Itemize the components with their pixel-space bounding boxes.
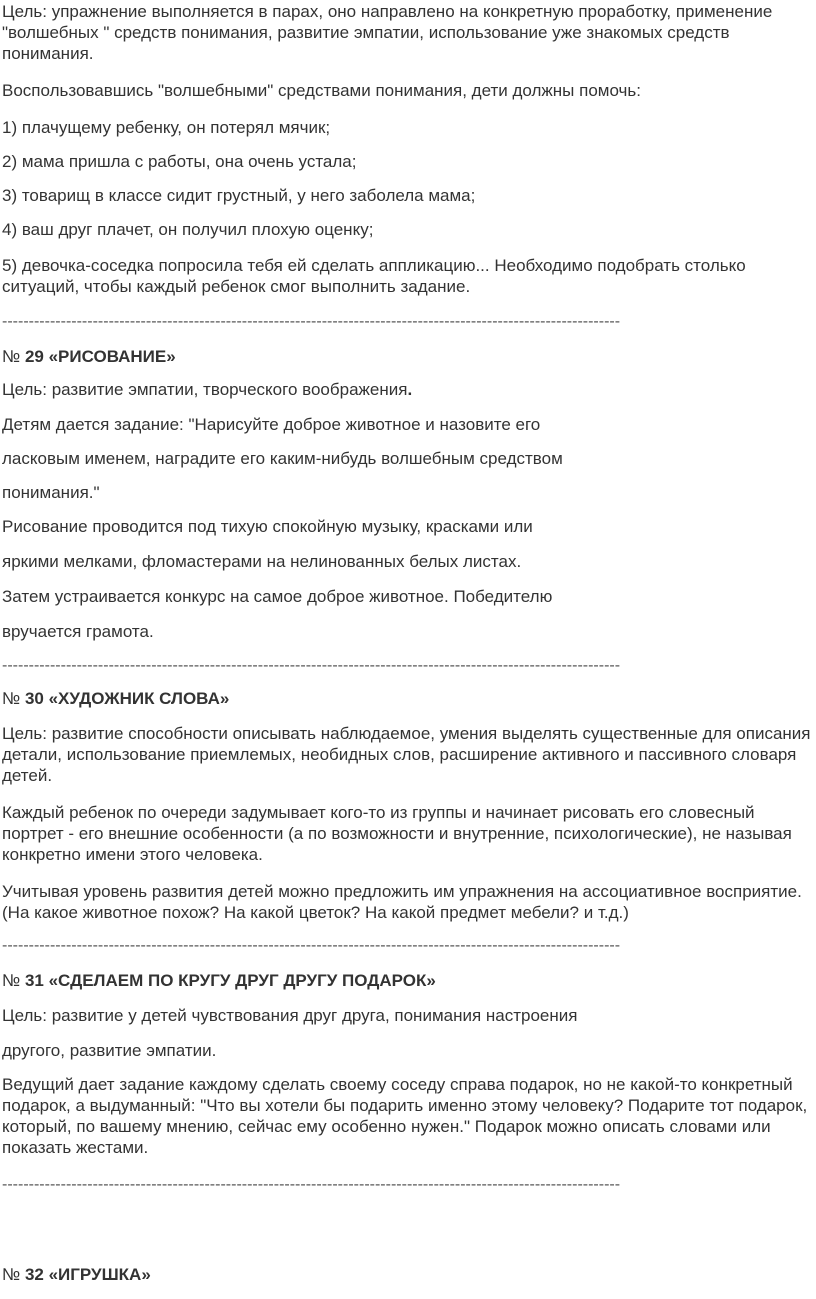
exercise-31-title: 31 «СДЕЛАЕМ ПО КРУГУ ДРУГ ДРУГУ ПОДАРОК» <box>24 971 436 990</box>
separator-3: -------------------------------------------------------------------------------------------------------------------- <box>2 937 621 954</box>
intro-goal-paragraph: Цель: упражнение выполняется в парах, оно направлено на конкретную проработку, применение "волшебных " средств понимания, развитие эмпатии, использование уже знакомых средств понимания. <box>2 2 773 63</box>
exercise-30-paragraph-2: Каждый ребенок по очереди задумывает кого-то из группы и начинает рисовать его словесный портрет - его внешние особенности (а по возможности и внутренние, психологические), не называя конкретно имени этого человека. <box>2 803 792 864</box>
intro-item-3: 3) товарищ в классе сидит грустный, у него заболела мама; <box>2 186 476 205</box>
exercise-29-line-5: яркими мелками, фломастерами на нелинованных белых листах. <box>2 552 522 571</box>
exercise-31-goal-line-1: Цель: развитие у детей чувствования друг друга, понимания настроения <box>2 1006 578 1025</box>
exercise-29-title: 29 «РИСОВАНИЕ» <box>24 347 176 366</box>
number-sign: № <box>2 1265 25 1284</box>
intro-item-4: 4) ваш друг плачет, он получил плохую оценку; <box>2 220 374 239</box>
exercise-30-heading <box>2 688 229 709</box>
exercise-29-heading <box>2 346 176 367</box>
intro-item-5: 5) девочка-соседка попросила тебя ей сделать аппликацию... Необходимо подобрать столько ситуаций, чтобы каждый ребенок смог выполнить задание. <box>2 256 746 296</box>
exercise-30-title: 30 «ХУДОЖНИК СЛОВА» <box>24 689 230 708</box>
separator-2: -------------------------------------------------------------------------------------------------------------------- <box>2 657 621 674</box>
exercise-30-goal: Цель: развитие способности описывать наблюдаемое, умения выделять существенные для описания детали, использование приемлемых, необидных слов, расширение активного и пассивного словаря детей. <box>2 724 811 785</box>
exercise-32-heading <box>2 1264 151 1285</box>
exercise-29-line-2: ласковым именем, наградите его каким-нибудь волшебным средством <box>2 449 563 468</box>
intro-lead-paragraph: Воспользовавшись "волшебными" средствами понимания, дети должны помочь: <box>2 81 641 100</box>
exercise-31-goal-line-2: другого, развитие эмпатии. <box>2 1041 217 1060</box>
number-sign: № <box>2 971 25 990</box>
exercise-30-paragraph-3: Учитывая уровень развития детей можно предложить им упражнения на ассоциативное восприятие. (На какое животное похож? На какой цветок? На какой предмет мебели? и т.д.) <box>2 882 802 922</box>
exercise-31-heading <box>2 970 436 991</box>
intro-item-2: 2) мама пришла с работы, она очень устала; <box>2 152 357 171</box>
number-sign: № <box>2 347 25 366</box>
exercise-29-line-7: вручается грамота. <box>2 622 154 641</box>
exercise-29-line-3: понимания." <box>2 483 100 502</box>
exercise-29-goal-end: . <box>407 380 413 399</box>
separator-1: -------------------------------------------------------------------------------------------------------------------- <box>2 313 621 330</box>
separator-4: -------------------------------------------------------------------------------------------------------------------- <box>2 1176 621 1193</box>
exercise-29-line-1: Детям дается задание: "Нарисуйте доброе животное и назовите его <box>2 415 541 434</box>
intro-item-1: 1) плачущему ребенку, он потерял мячик; <box>2 118 331 137</box>
exercise-32-title: 32 «ИГРУШКА» <box>24 1265 151 1284</box>
number-sign: № <box>2 689 25 708</box>
exercise-29-line-6: Затем устраивается конкурс на самое доброе животное. Победителю <box>2 587 553 606</box>
exercise-29-goal <box>2 379 412 400</box>
exercise-29-line-4: Рисование проводится под тихую спокойную музыку, красками или <box>2 517 533 536</box>
exercise-29-goal-text: Цель: развитие эмпатии, творческого воображения <box>2 380 408 399</box>
exercise-31-paragraph: Ведущий дает задание каждому сделать своему соседу справа подарок, но не какой-то конкретный подарок, а выдуманный: "Что вы хотели бы подарить именно этому человеку? Подарите тот подарок, который, по вашему мнению, сейчас ему особенно нужен." Подарок можно описать словами или показать жестами. <box>2 1075 808 1157</box>
